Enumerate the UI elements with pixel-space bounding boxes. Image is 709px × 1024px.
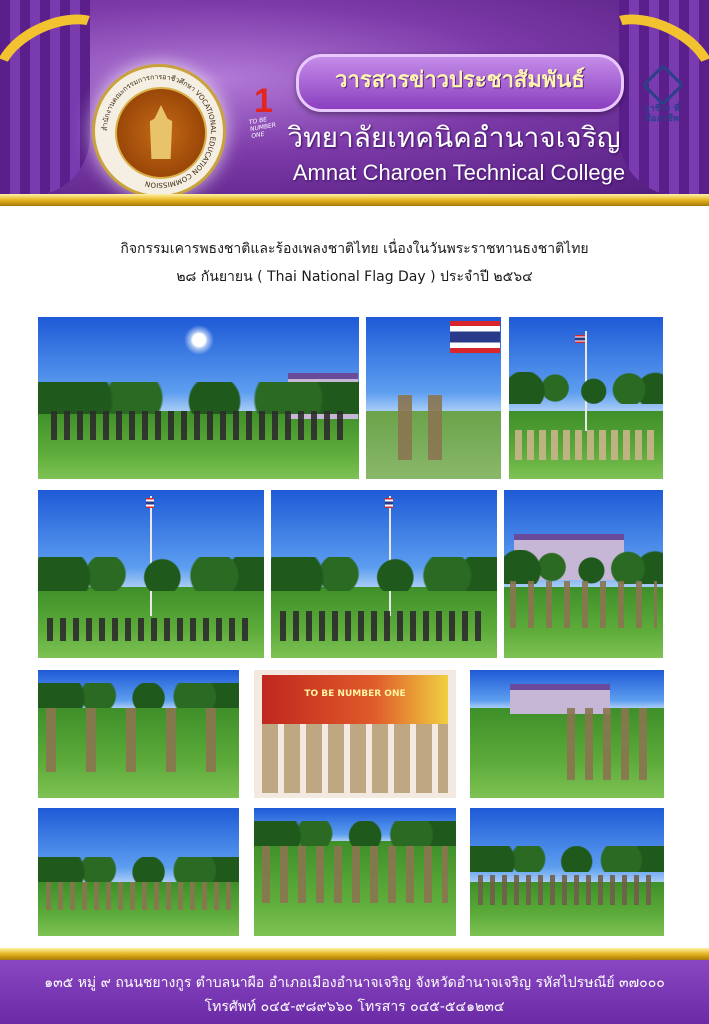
footer-address: ๑๓๕ หมู่ ๙ ถนนชยางกูร ตำบลนาผือ อำเภอเมืองอำนาจเจริญ จังหวัดอำนาจเจริญ รหัสไปรษณีย์ ๓๗๐๐๐ [44, 975, 665, 991]
newsletter-title: วารสารข่าวประชาสัมพันธ์ [335, 67, 585, 93]
photo-flagpole-line [509, 317, 663, 479]
newsletter-title-pill [296, 54, 624, 112]
vocational-commission-seal-logo [92, 64, 226, 196]
seal-ring-text [95, 67, 223, 195]
header-gold-strip [0, 194, 709, 206]
photo-group-standing [271, 490, 497, 658]
footer-gold-strip [0, 948, 709, 960]
vocational-pro-logo: อาชีวะ พี่มืออาชีพ [640, 70, 680, 130]
photo-scout-line [470, 670, 664, 798]
check-mark-icon [642, 64, 684, 106]
college-name-english: Amnat Charoen Technical College [292, 160, 626, 185]
photo-banner-group [254, 670, 456, 798]
photo-scout-rows [504, 490, 663, 658]
to-be-number-one-logo: 1 TO BE NUMBER ONE [248, 82, 277, 140]
photo-ceremony-sun [38, 317, 359, 479]
photo-center-leader [254, 808, 456, 936]
caption-line-2: ๒๘ กันยายน ( Thai National Flag Day ) ประจำปี ๒๕๖๔ [176, 269, 533, 285]
photo-group-seated [38, 490, 264, 658]
banner-sign-text: TO BE NUMBER ONE [304, 689, 406, 700]
photo-flag-raising [366, 317, 501, 479]
header-banner [0, 0, 709, 196]
photo-field-rows [38, 808, 239, 936]
college-name-thai: วิทยาลัยเทคนิคอำนาจเจริญ [287, 121, 621, 154]
footer-contact: โทรศัพท์ ๐๔๕-๙๘๙๖๖๐ โทรสาร ๐๔๕-๕๔๑๒๓๔ [204, 999, 505, 1015]
caption-line-1: กิจกรรมเคารพธงชาติและร้องเพลงชาติไทย เนื่องในวันพระราชทานธงชาติไทย [120, 241, 589, 257]
photo-field-rows-2 [470, 808, 664, 936]
svg-text:สำนักงานคณะกรรมการการอาชีวศึกษ: สำนักงานคณะกรรมการการอาชีวศึกษา VOCATIONAL EDUCATION COMMISSION [100, 72, 218, 190]
photo-scout-field [38, 670, 239, 798]
footer-address-bar [0, 960, 709, 1024]
